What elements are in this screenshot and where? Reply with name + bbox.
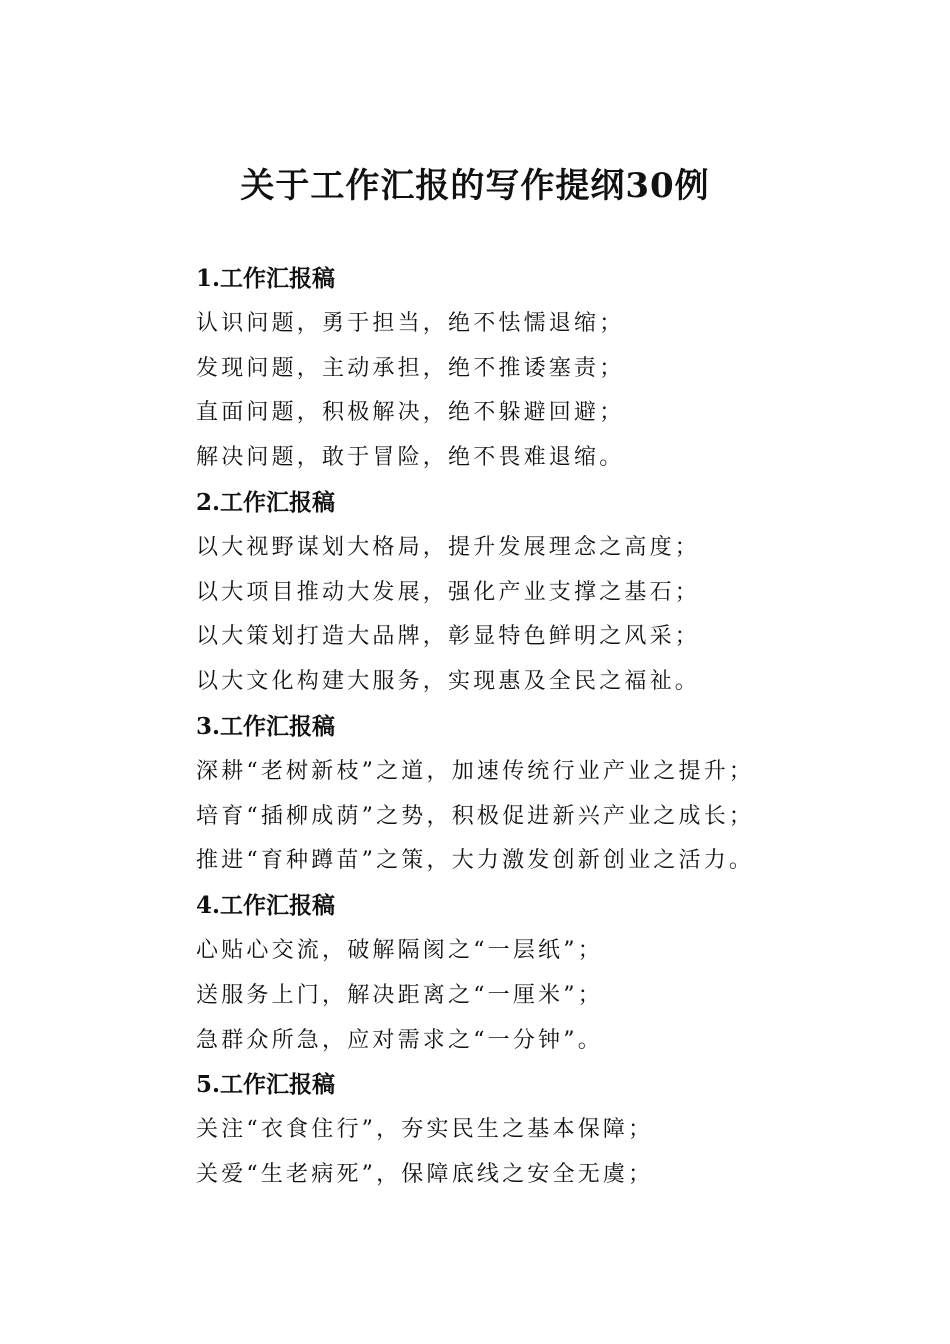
page-title: 关于工作汇报的写作提纲30例 — [240, 166, 710, 206]
section — [196, 705, 816, 884]
section — [196, 257, 816, 481]
text-line: 发现问题，主动承担，绝不推诿塞责； — [196, 355, 625, 381]
text-line: 推进“育种蹲苗”之策，大力激发创新创业之活力。 — [196, 848, 755, 874]
text-line: 心贴心交流，破解隔阂之“一层纸”； — [196, 937, 603, 963]
text-line: 解决问题，敢于冒险，绝不畏难退缩。 — [196, 445, 625, 471]
section — [196, 1063, 816, 1197]
text-line: 急群众所急，应对需求之“一分钟”。 — [196, 1027, 603, 1053]
section-heading: 3.工作汇报稿 — [196, 712, 336, 740]
section — [196, 884, 816, 1063]
text-line: 送服务上门，解决距离之“一厘米”； — [196, 982, 603, 1008]
document-body — [196, 257, 816, 1198]
section-heading: 1.工作汇报稿 — [196, 265, 336, 292]
section-heading: 2.工作汇报稿 — [196, 488, 336, 516]
section — [196, 481, 816, 705]
section-heading: 4.工作汇报稿 — [196, 892, 336, 920]
text-line: 深耕“老树新枝”之道，加速传统行业产业之提升； — [196, 758, 755, 784]
text-line: 以大项目推动大发展，强化产业支撑之基石； — [196, 579, 701, 605]
text-line: 关注“衣食住行”，夯实民生之基本保障； — [196, 1117, 654, 1143]
text-line: 以大视野谋划大格局，提升发展理念之高度； — [196, 534, 701, 560]
text-line: 以大文化构建大服务，实现惠及全民之福祉。 — [196, 669, 701, 695]
text-line: 培育“插柳成荫”之势，积极促进新兴产业之成长； — [196, 803, 755, 829]
text-line: 以大策划打造大品牌，彰显特色鲜明之风采； — [196, 624, 701, 650]
text-line: 直面问题，积极解决，绝不躲避回避； — [196, 400, 625, 426]
section-heading: 5.工作汇报稿 — [196, 1071, 336, 1099]
text-line: 认识问题，勇于担当，绝不怯懦退缩； — [196, 310, 625, 336]
text-line: 关爱“生老病死”，保障底线之安全无虞； — [196, 1161, 654, 1187]
